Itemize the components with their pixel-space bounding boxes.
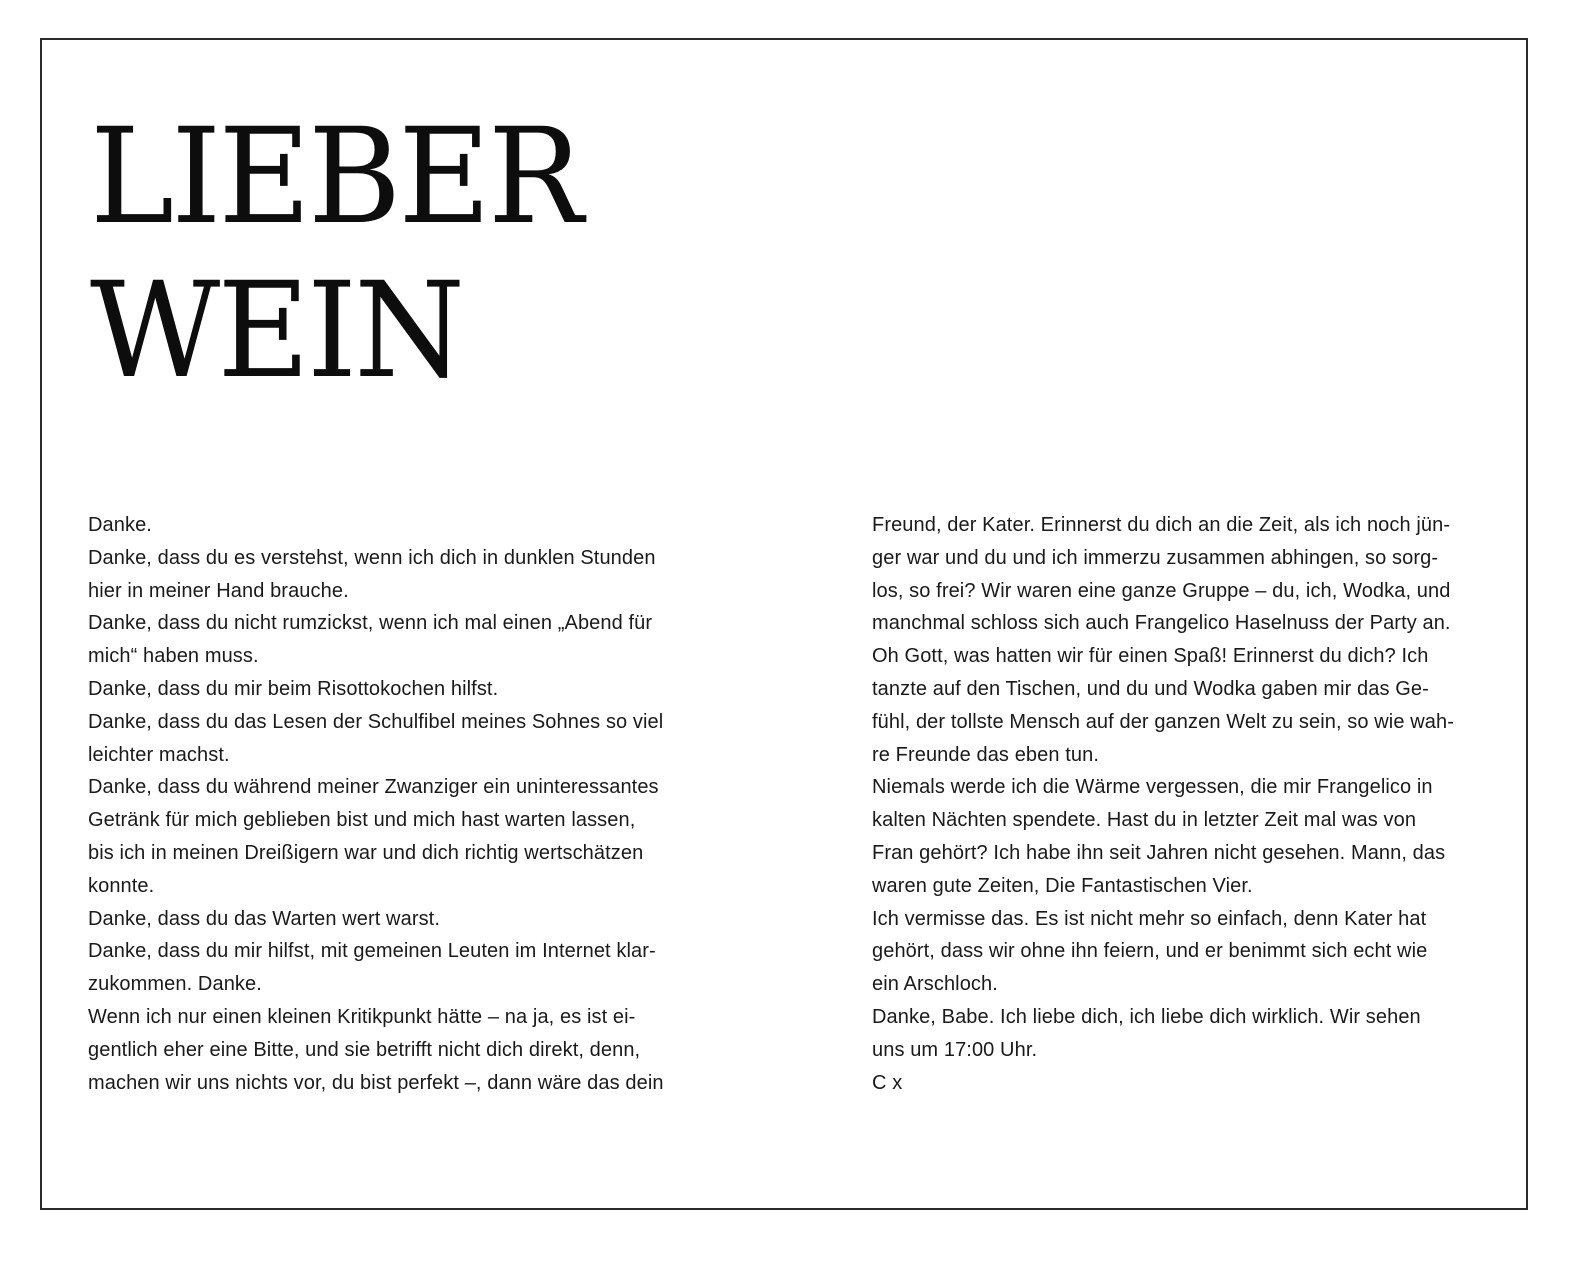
text-line: zukommen. Danke.	[88, 973, 262, 996]
text-line: machen wir uns nichts vor, du bist perfekt –, dann wäre das dein	[88, 1071, 664, 1094]
text-line: gehört, dass wir ohne ihn feiern, und er benimmt sich echt wie	[872, 940, 1428, 963]
text-line: Danke, dass du mir beim Risottokochen hilfst.	[88, 677, 499, 700]
text-line: Wenn ich nur einen kleinen Kritikpunkt hätte – na ja, es ist ei-	[88, 1005, 636, 1028]
text-line: Danke, dass du es verstehst, wenn ich dich in dunklen Stunden	[88, 546, 656, 569]
text-line: kalten Nächten spendete. Hast du in letzter Zeit mal was von	[872, 809, 1417, 832]
text-line: manchmal schloss sich auch Frangelico Haselnuss der Party an.	[872, 612, 1451, 635]
text-line: los, so frei? Wir waren eine ganze Gruppe – du, ich, Wodka, und	[872, 579, 1451, 602]
text-line: ger war und du und ich immerzu zusammen abhingen, so sorg-	[872, 546, 1439, 569]
text-line: Fran gehört? Ich habe ihn seit Jahren nicht gesehen. Mann, das	[872, 841, 1446, 864]
text-line: Getränk für mich geblieben bist und mich hast warten lassen,	[88, 809, 636, 832]
text-line: bis ich in meinen Dreißigern war und dich richtig wertschätzen	[88, 841, 644, 864]
text-line: leichter machst.	[88, 743, 230, 766]
page-title	[90, 100, 580, 408]
text-line: gentlich eher eine Bitte, und sie betrifft nicht dich direkt, denn,	[88, 1038, 641, 1061]
title-line-2: WEIN	[90, 254, 463, 408]
text-line: Danke.	[88, 514, 152, 536]
text-line: uns um 17:00 Uhr.	[872, 1038, 1038, 1061]
text-line: konnte.	[88, 874, 155, 897]
text-line: ein Arschloch.	[872, 973, 998, 996]
text-line: waren gute Zeiten, Die Fantastischen Vier.	[872, 874, 1253, 897]
text-line: Danke, dass du während meiner Zwanziger ein uninteressantes	[88, 776, 659, 799]
text-line: re Freunde das eben tun.	[872, 743, 1099, 766]
left-text-column	[88, 509, 700, 1099]
text-line: Ich vermisse das. Es ist nicht mehr so einfach, denn Kater hat	[872, 907, 1427, 930]
text-line: Niemals werde ich die Wärme vergessen, die mir Frangelico in	[872, 776, 1433, 799]
text-line: Danke, Babe. Ich liebe dich, ich liebe dich wirklich. Wir sehen	[872, 1005, 1421, 1028]
text-line: Danke, dass du das Lesen der Schulfibel meines Sohnes so viel	[88, 710, 664, 733]
text-line: fühl, der tollste Mensch auf der ganzen Welt zu sein, so wie wah-	[872, 710, 1454, 733]
text-line: mich“ haben muss.	[88, 645, 259, 668]
text-line: Oh Gott, was hatten wir für einen Spaß! Erinnerst du dich? Ich	[872, 645, 1429, 668]
text-line: C x	[872, 1071, 903, 1094]
text-line: Danke, dass du nicht rumzickst, wenn ich mal einen „Abend für	[88, 612, 653, 635]
text-line: Danke, dass du das Warten wert warst.	[88, 907, 440, 930]
text-line: Danke, dass du mir hilfst, mit gemeinen Leuten im Internet klar-	[88, 940, 656, 963]
text-line: tanzte auf den Tischen, und du und Wodka gaben mir das Ge-	[872, 677, 1429, 700]
text-line: hier in meiner Hand brauche.	[88, 579, 349, 602]
text-line: Freund, der Kater. Erinnerst du dich an die Zeit, als ich noch jün-	[872, 514, 1451, 536]
title-line-1: LIEBER	[90, 100, 581, 254]
right-text-column	[872, 509, 1484, 1099]
